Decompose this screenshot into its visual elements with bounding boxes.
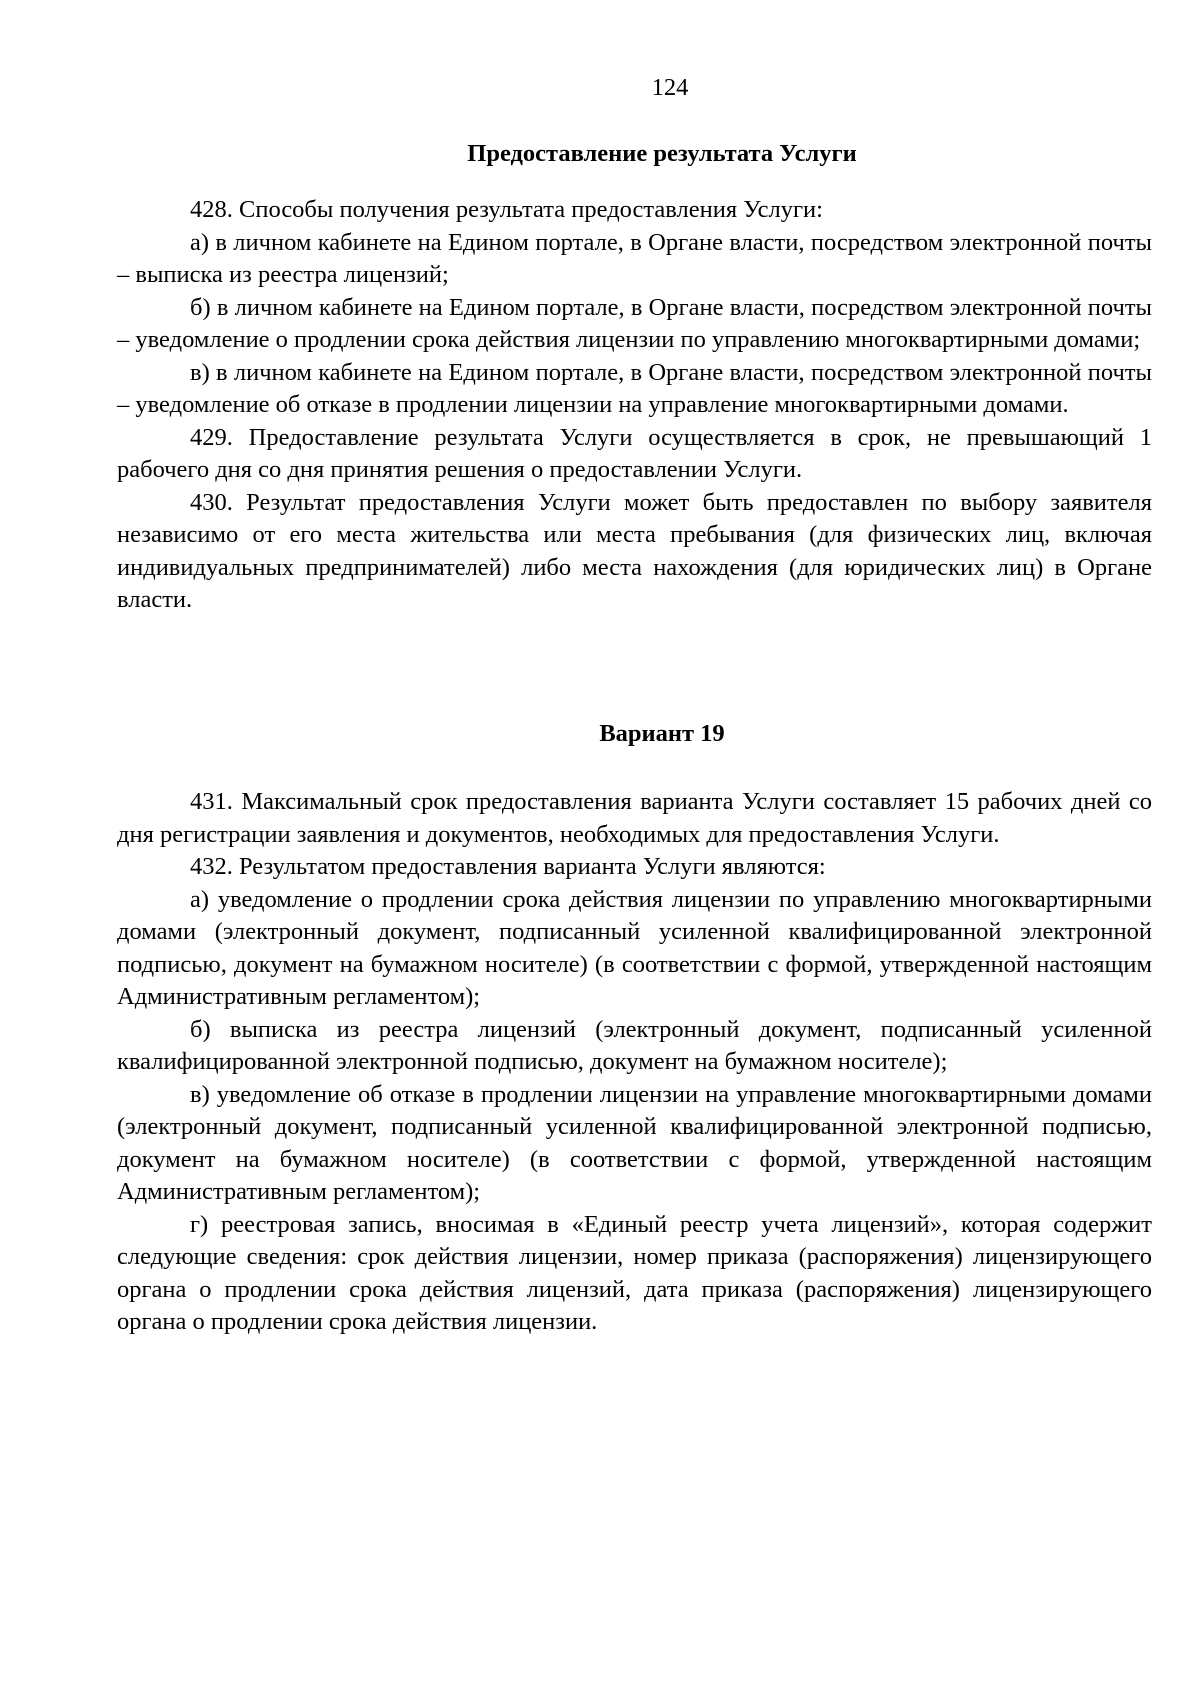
paragraph-428-a: а) в личном кабинете на Едином портале, в Органе власти, посредством электронной почты – выписка из реестра лицензий; [117,228,1152,288]
paragraph-429: 429. Предоставление результата Услуги осуществляется в срок, не превышающий 1 рабочего дня со дня принятия решения о предоставлении Услуги. [117,423,1152,483]
paragraph-432-b: б) выписка из реестра лицензий (электронный документ, подписанный усиленной квалифицированной электронной подписью, документ на бумажном носителе); [117,1015,1152,1075]
paragraph-432-v: в) уведомление об отказе в продлении лицензии на управление многоквартирными домами (электронный документ, подписанный усиленной квалифицированной электронной подписью, документ на бумажном носителе) (в соответствии с формой, утвержденной настоящим Административным регламентом); [117,1080,1152,1205]
section-body [117,786,1152,1339]
paragraph-430: 430. Результат предоставления Услуги может быть предоставлен по выбору заявителя независимо от его места жительства или места пребывания (для физических лиц, включая индивидуальных предпринимателей) либо места нахождения (для юридических лиц) в Органе власти. [117,488,1152,613]
paragraph-432-g: г) реестровая запись, вносимая в «Единый реестр учета лицензий», которая содержит следующие сведения: срок действия лицензии, номер приказа (распоряжения) лицензирующего органа о продлении срока действия лицензий, дата приказа (распоряжения) лицензирующего органа о продлении срока действия лицензии. [117,1210,1152,1335]
section-title [117,718,1152,751]
paragraph-428-b: б) в личном кабинете на Едином портале, в Органе власти, посредством электронной почты – уведомление о продлении срока действия лицензии по управлению многоквартирными домами; [117,293,1152,353]
page-number: 124 [651,74,689,101]
section-heading-variant: Вариант 19 [599,720,725,747]
paragraph-431: 431. Максимальный срок предоставления варианта Услуги составляет 15 рабочих дней со дня регистрации заявления и документов, необходимых для предоставления Услуги. [117,788,1152,848]
section-body [117,194,1152,617]
paragraph-428-v: в) в личном кабинете на Едином портале, в Органе власти, посредством электронной почты – уведомление об отказе в продлении лицензии на управление многоквартирными домами. [117,358,1152,418]
section-title [117,138,1152,171]
section-heading-result: Предоставление результата Услуги [467,140,857,167]
paragraph-432-a: а) уведомление о продлении срока действия лицензии по управлению многоквартирными домами (электронный документ, подписанный усиленной квалифицированной электронной подписью, документ на бумажном носителе) (в соответствии с формой, утвержденной настоящим Административным регламентом); [117,885,1152,1010]
paragraph-432: 432. Результатом предоставления варианта Услуги являются: [190,853,826,880]
paragraph-428: 428. Способы получения результата предоставления Услуги: [190,196,823,223]
